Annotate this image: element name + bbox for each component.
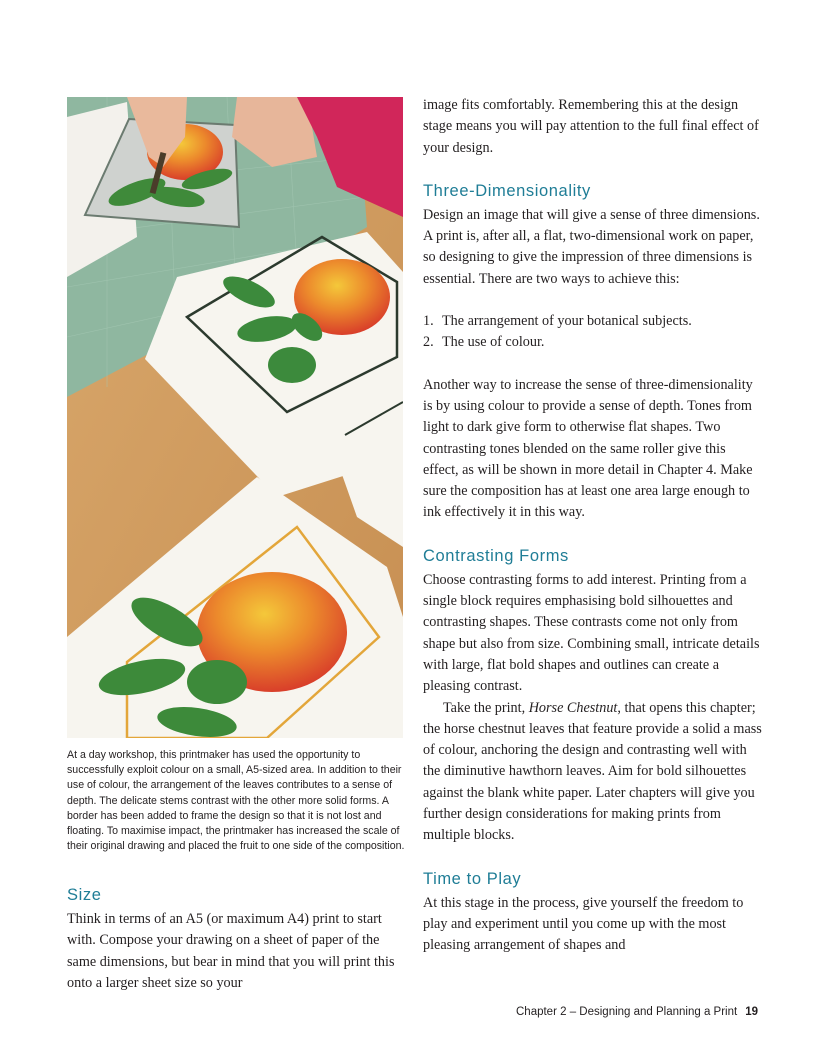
photo-caption: At a day workshop, this printmaker has used the opportunity to successfully exploit colour on a small, A5-sized area. In addition to their use of colour, the arrangement of the leaves contributes to a sense of depth. The delicate stems contrast with the other more solid forms. A border has been added to frame the design so that it is not lost and floating. To maximise impact, the printmaker has increased the scale of their original drawing and placed the fruit to one side of the composition. (67, 749, 405, 853)
right-column (423, 95, 763, 957)
three-d-list (423, 311, 763, 354)
artwork-title: Horse Chestnut (528, 699, 618, 716)
contrast-paragraph-2: Take the print, Horse Chestnut, that opens this chapter; the horse chestnut leaves that feature provide a solid a mass of colour, anchoring the design and contrasting well with the diminutive hawthorn leaves. Aim for bold silhouettes against the blank white paper. Later chapters will give you further design considerations for making prints from multiple blocks. (423, 699, 762, 844)
heading-time-to-play: Time to Play (423, 869, 522, 888)
chapter-title: Chapter 2 – Designing and Planning a Print (516, 1006, 738, 1018)
page-footer (516, 1006, 758, 1018)
three-d-paragraph-2: Another way to increase the sense of three-dimensionality is by using colour to provide a sense of depth. Tones from light to dark give form to otherwise flat shapes. Two contrasting tones blended on the same roller give this effect, as will be shown in more detail in Chapter 4. Make sure the composition has at least one area large enough to ink effectively it in this way. (423, 376, 753, 521)
size-paragraph: Think in terms of an A5 (or maximum A4) print to start with. Compose your drawing on a sheet of paper of the same dimensions, but bear in mind that you will print this onto a larger sheet size so your (67, 911, 395, 991)
heading-contrasting-forms: Contrasting Forms (423, 546, 569, 565)
contrast-paragraph: Choose contrasting forms to add interest. Printing from a single block requires emphasising bold silhouettes and contrasting shapes. These contrasts come not only from shape but also from size. Combining small, intricate details with large, flat bold shapes and outlines can create a pleasing contrast. (423, 571, 760, 695)
list-item: 2. The use of colour. (423, 334, 545, 351)
heading-three-dimensionality: Three-Dimensionality (423, 181, 591, 200)
heading-size: Size (67, 886, 102, 904)
workshop-photo (67, 97, 403, 738)
play-paragraph: At this stage in the process, give yourself the freedom to play and experiment until you come up with the most pleasing arrangement of shapes and (423, 894, 744, 954)
three-d-paragraph: Design an image that will give a sense of three dimensions. A print is, after all, a flat, two-dimensional work on paper, so designing to give the impression of three dimensions is essential. There are two ways to achieve this: (423, 206, 760, 287)
left-column (67, 884, 405, 994)
page-number: 19 (745, 1006, 758, 1018)
intro-paragraph: image fits comfortably. Remembering this at the design stage means you will pay attention to the full final effect of your design. (423, 97, 759, 156)
list-item: 1. The arrangement of your botanical subjects. (423, 313, 692, 330)
